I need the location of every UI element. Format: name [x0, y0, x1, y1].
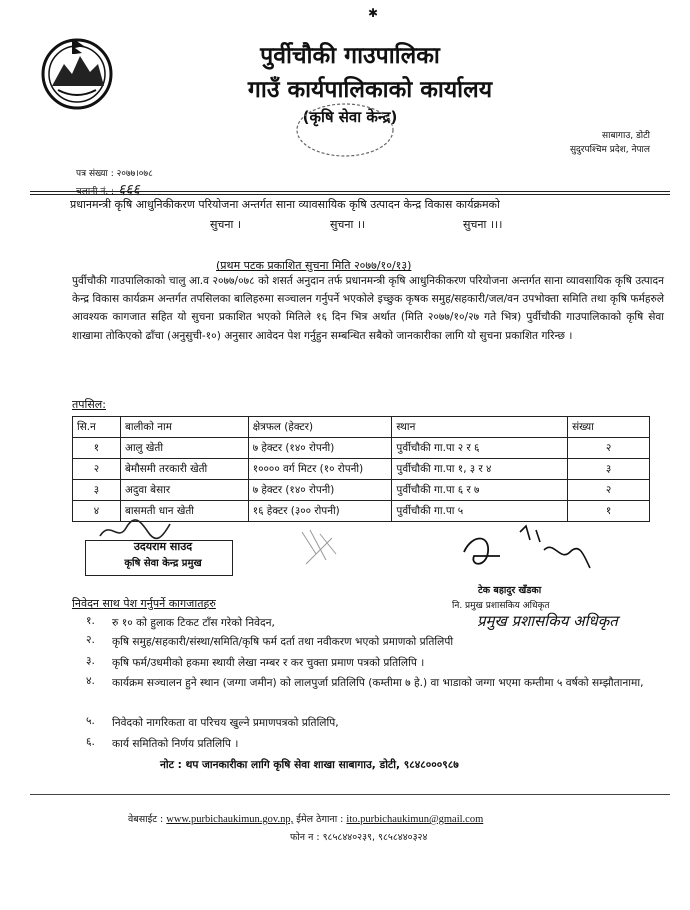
stray-mark: ✱ — [368, 6, 379, 20]
table-header: संख्या — [568, 417, 650, 438]
list-item-number: ३. — [86, 655, 95, 667]
signature-right-icon — [460, 522, 600, 582]
list-item-number: १. — [86, 615, 95, 627]
footer-contacts — [128, 812, 688, 825]
table-cell: ३ — [568, 459, 650, 480]
divider — [30, 794, 670, 795]
notice-label-2: सुचना ।। — [330, 218, 366, 231]
website-link[interactable]: www.purbichaukimun.gov.np, — [166, 814, 294, 825]
table-cell: १ — [568, 501, 650, 522]
footer-phone: फोन न : ९८५८४४०२३९, ९८५८४४०३२४ — [290, 832, 428, 843]
list-item-text: कार्यक्रम सञ्चालन हुने स्थान (जग्गा जमीन) को लालपुर्जा प्रतिलिपि (कम्तीमा ७ हे.) वा भाडाको जग्गा भएमा कम्तीमा ५ वर्षको सम्झौतानामा, — [112, 677, 644, 689]
table-cell: ७ हेक्टर (१४० रोपनी) — [248, 438, 392, 459]
notice-heading: प्रधानमन्त्री कृषि आधुनिकीकरण परियोजना अन्तर्गत साना व्यावसायिक कृषि उत्पादन केन्द्र विकास कार्यक्रमको — [70, 198, 500, 211]
table-cell: १६ हेक्टर (३०० रोपनी) — [248, 501, 392, 522]
emblem-logo-icon — [38, 34, 116, 112]
table-label: तपसिल: — [72, 398, 106, 411]
divider — [30, 191, 670, 192]
publication-date: (प्रथम पटक प्रकाशित सुचना मिति २०७७/१०/१३) — [216, 259, 412, 272]
website-label: वेबसाईट : — [128, 814, 164, 825]
table-cell: २ — [568, 480, 650, 501]
table-cell: बेमौसमी तरकारी खेती — [120, 459, 248, 480]
org-name: पुर्वीचौकी गाउपालिका — [260, 43, 440, 69]
table-cell: ७ हेक्टर (१४० रोपनी) — [248, 480, 392, 501]
table-cell: पुर्वीचौकी गा.पा ६ र ७ — [392, 480, 568, 501]
list-item-text: रु १० को हुलाक टिकट टाँस गरेको निवेदन, — [112, 617, 275, 629]
dispatch-label: चलानी नं. : — [76, 187, 115, 197]
dispatch-value: ६६६ — [118, 182, 140, 198]
table-row — [73, 459, 650, 480]
letter-number: पत्र संख्या : २०७७।०७८ — [76, 169, 153, 179]
list-item-number: ५. — [86, 715, 95, 727]
notice-label-1: सुचना । — [210, 218, 242, 231]
list-item-text: निवेदको नागरिकता वा परिचय खुल्ने प्रमाणपत्रको प्रतिलिपि, — [112, 717, 339, 729]
table-cell: पुर्वीचौकी गा.पा २ र ६ — [392, 438, 568, 459]
table-cell: बासमती धान खेती — [120, 501, 248, 522]
email-link[interactable]: ito.purbichaukimun@gmail.com — [346, 814, 484, 825]
table-cell: आलु खेती — [120, 438, 248, 459]
list-item-number: ६. — [86, 736, 95, 748]
table-header: स्थान — [392, 417, 568, 438]
seal-scribble-icon — [296, 524, 346, 570]
list-item-text: कृषि फर्म/उधमीको हकमा स्थायी लेखा नम्बर र कर चुक्ता प्रमाण पत्रको प्रतिलिपि । — [112, 657, 425, 669]
table-cell: २ — [568, 438, 650, 459]
stamp-name: उदयराम साउद — [133, 540, 193, 553]
table-header: सि.न — [73, 417, 121, 438]
table-cell: पुर्वीचौकी गा.पा ५ — [392, 501, 568, 522]
divider — [30, 194, 670, 195]
office-name: गाउँ कार्यपालिकाको कार्यालय — [247, 77, 493, 103]
table-header: बालीको नाम — [120, 417, 248, 438]
table-header: क्षेत्रफल (हेक्टर) — [248, 417, 392, 438]
table-cell: २ — [73, 459, 121, 480]
list-item-text: कार्य समितिको निर्णय प्रतिलिपि । — [112, 738, 239, 750]
list-item-text: कृषि समुह/सहकारी/संस्था/समिति/कृषि फर्म दर्ता तथा नवीकरण भएको प्रमाणको प्रतिलिपी — [112, 636, 454, 648]
officer-title-handwritten: प्रमुख प्रशासकिय अधिकृत — [477, 612, 618, 630]
notice-body: पुर्वीचौकी गाउपालिकाको चालु आ.व २०७७/०७८ को शसर्त अनुदान तर्फ प्रधानमन्त्री कृषि आधुनिकीकरण परियोजना अन्तर्गत साना व्यावसायिक कृषि उत्पादन केन्द्र विकास कार्यक्रम अन्तर्गत तपसिलका बालिहरुमा सञ्चालन गर्नुपर्ने भएकोले इच्छुक कृषक समुह/सहकारी/जल/वन उपभोक्ता समिति तथा कृषि फर्महरुले आवश्यक कागजात सहित यो सुचना प्रकाशित भएको मितिले १६ दिन भित्र अर्थात (मिति २०७७/१०/२७ गते भित्र) पुर्वीचौकी गाउपालिकाको कृषि सेवा शाखामा तोकिएको ढाँचा (अनुसुची-१०) अनुसार आवेदन पेश गर्नुहुन सम्बन्धित सबैको जानकारीका लागि यो सुचना प्रकाशित गरिन्छ । — [72, 275, 664, 342]
list-item-number: २. — [86, 634, 95, 646]
crop-table — [72, 416, 650, 522]
documents-label: निवेदन साथ पेश गर्नुपर्ने कागजातहरु — [72, 597, 216, 610]
contact-note: नोट : थप जानकारीका लागि कृषि सेवा शाखा साबागाउ, डोटी, ९८४८०००९८७ — [160, 759, 459, 771]
table-row — [73, 438, 650, 459]
officer-title: नि. प्रमुख प्रशासकिय अधिकृत — [452, 601, 550, 611]
stamp-title: कृषि सेवा केन्द्र प्रमुख — [124, 558, 202, 569]
table-cell: अदुवा बेसार — [120, 480, 248, 501]
address-line-2: सुदुरपश्चिम प्रदेश, नेपाल — [569, 145, 650, 155]
email-label: ईमेल ठेगाना : — [296, 814, 344, 825]
table-cell: ४ — [73, 501, 121, 522]
notice-label-3: सुचना ।।। — [463, 218, 503, 231]
center-name: (कृषि सेवा केन्द्र) — [302, 108, 398, 126]
table-header-row — [73, 417, 650, 438]
list-item-number: ४. — [86, 675, 95, 687]
table-cell: पुर्वीचौकी गा.पा १, ३ र ४ — [392, 459, 568, 480]
officer-name: टेक बहादुर खँडका — [478, 585, 542, 596]
table-cell: ३ — [73, 480, 121, 501]
office-seal-icon — [290, 100, 400, 160]
table-row — [73, 480, 650, 501]
table-cell: १०००० वर्ग मिटर (१० रोपनी) — [248, 459, 392, 480]
table-cell: १ — [73, 438, 121, 459]
address-line-1: साबागाउ, डोटी — [602, 131, 650, 141]
